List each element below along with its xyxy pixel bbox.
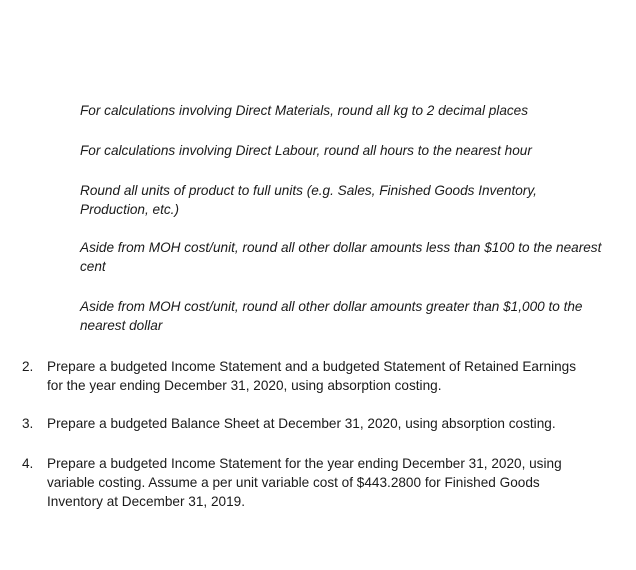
rounding-note-over-1000: Aside from MOH cost/unit, round all other dollar amounts greater than $1,000 to the nearest dollar	[80, 299, 583, 333]
list-item-4	[22, 454, 582, 511]
rounding-note-under-100: Aside from MOH cost/unit, round all other dollar amounts less than $100 to the nearest cent	[80, 240, 602, 274]
list-item-3	[22, 414, 602, 433]
rounding-note-direct-labour: For calculations involving Direct Labour, round all hours to the nearest hour	[80, 143, 532, 158]
rounding-note-units: Round all units of product to full units (e.g. Sales, Finished Goods Inventory, Production, etc.)	[80, 183, 537, 217]
rounding-note-direct-materials: For calculations involving Direct Materials, round all kg to 2 decimal places	[80, 103, 529, 118]
list-item-number: 4.	[22, 456, 34, 471]
list-item-text: Prepare a budgeted Balance Sheet at December 31, 2020, using absorption costing.	[47, 416, 556, 431]
list-item-number: 2.	[22, 359, 34, 374]
list-item-number: 3.	[22, 416, 34, 431]
list-item-text: Prepare a budgeted Income Statement for the year ending December 31, 2020, using variable costing. Assume a per unit variable cost of $443.2800 for Finished Goods Inventory at December 31, 2019.	[47, 456, 562, 509]
list-item-2	[22, 357, 582, 395]
list-item-text: Prepare a budgeted Income Statement and a budgeted Statement of Retained Earnings for the year ending December 31, 2020, using absorption costing.	[47, 359, 577, 393]
